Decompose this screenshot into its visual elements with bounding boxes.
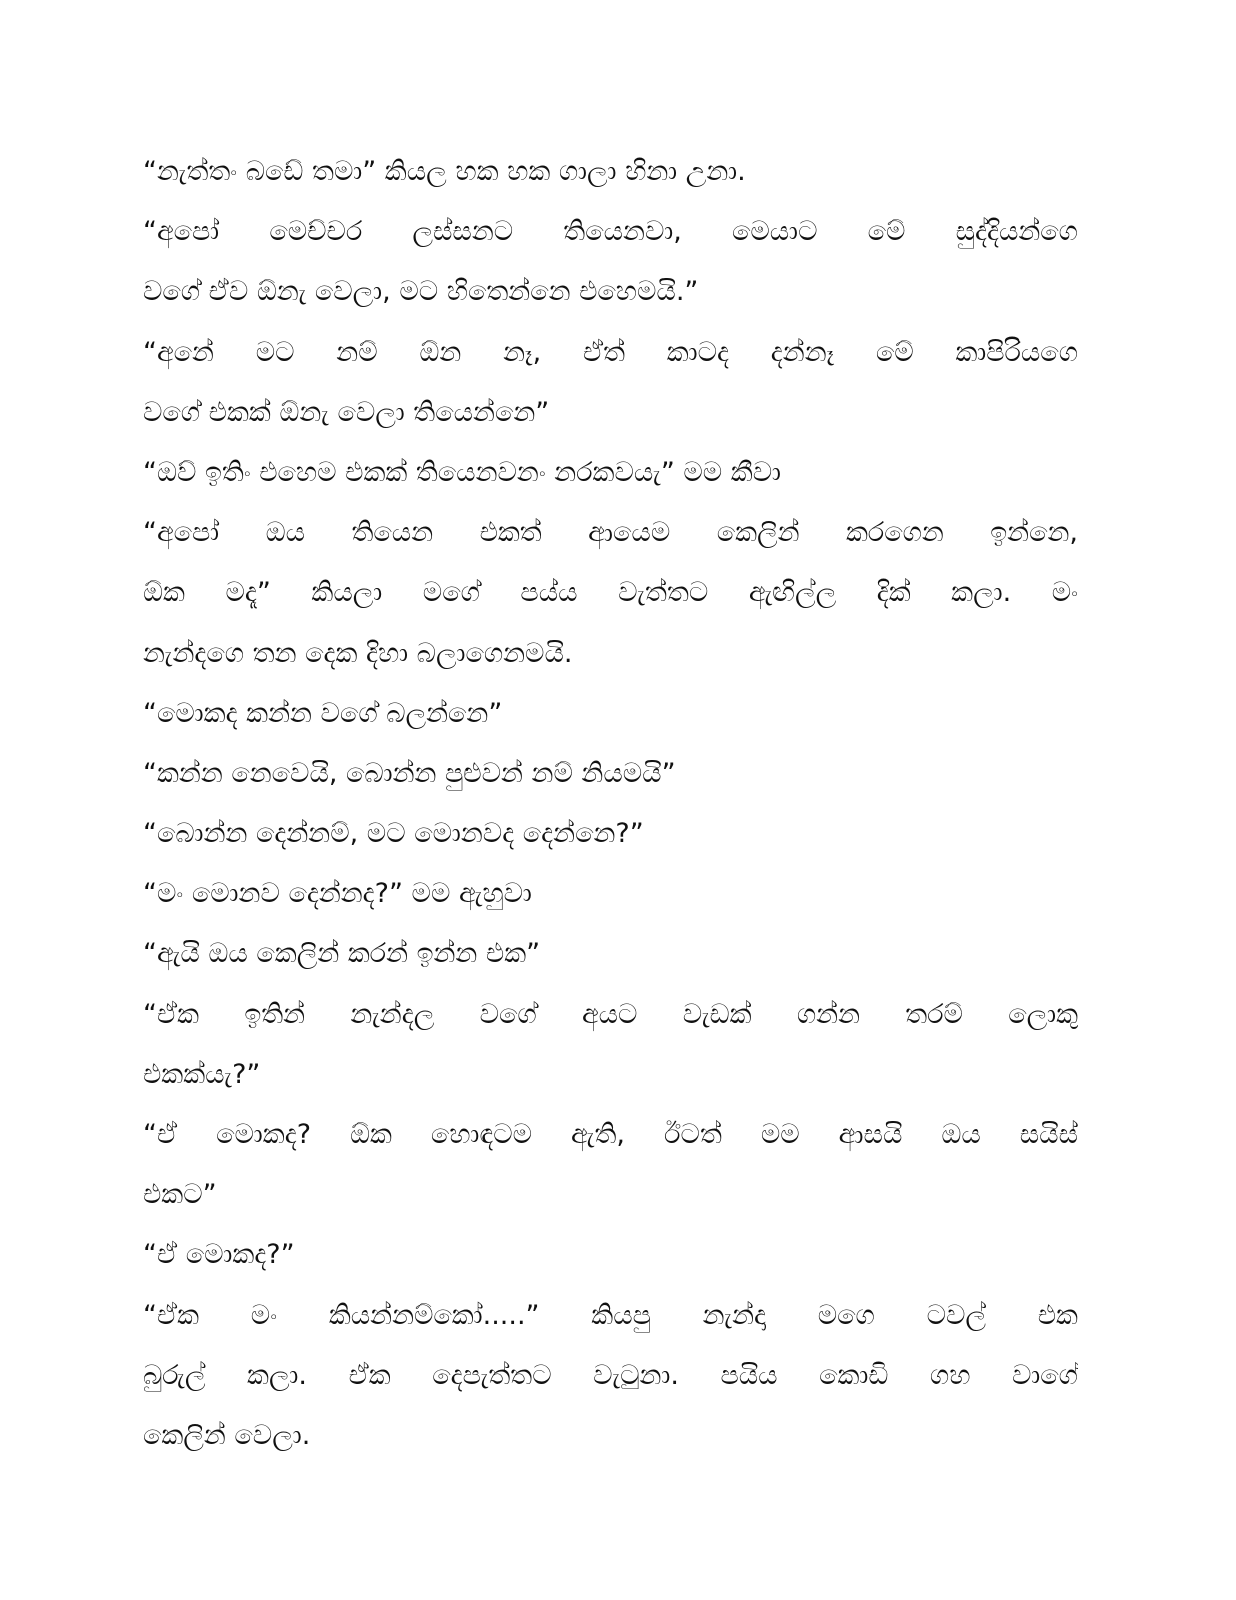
story-text [143, 142, 1078, 1466]
text-line: “මං මොනව දෙන්නද?” මම ඇහුවා [143, 878, 532, 910]
text-line: “අපෝ ඔය තියෙන එකත් ආයෙම කෙලින් කරගෙන ඉන්නෙ, [143, 517, 1078, 549]
text-line: “බොන්න දෙන්නම්, මට මොනවද දෙන්නෙ?” [143, 818, 644, 850]
text-line: “ඒ මොකද?” [143, 1239, 295, 1271]
text-line: “ඔව් ඉතිං එහෙම එකක් තියෙනවනං නරකවයැ” මම කීවා [143, 456, 782, 488]
text-line: “ඒ මොකද? ඕක හොඳටම ඇති, ඊටත් මම ආසයි ඔය සයිස් [143, 1119, 1078, 1150]
text-line: වගේ ඒව ඕනැ වෙලා, මට හිතෙන්නෙ එහෙමයි.” [143, 276, 699, 308]
text-line: කෙලින් වෙලා. [143, 1419, 311, 1451]
text-line: එකට” [143, 1179, 217, 1211]
text-line: “කන්න නෙවෙයි, බොන්න පුළුවන් නම් නියමයි” [143, 757, 676, 789]
text-line: “ඒක ඉතින් නැන්දල වගේ අයට වැඩක් ගන්න තරම් ලොකු [143, 998, 1078, 1030]
text-line: “නැත්තං බඩේ තමා” කියල හක හක ගාලා හිනා උනා. [143, 156, 746, 187]
text-line: ඕක මදෑ” කියලා මගේ පය්ය වැත්තට ඇඟිල්ල දික් කලා. මං [143, 577, 1078, 609]
text-line: “ඒක මං කියන්නම්කෝ.....” කියපු නැන්දා මගෙ ටවල් එක [143, 1299, 1078, 1331]
text-line: “අනේ මට නම් ඕන නෑ, ඒත් කාටද දන්නෑ මේ කාපිරියගෙ [143, 336, 1078, 368]
text-line: “අපෝ මෙච්චර ලස්සනට තියෙනවා, මෙයාට මේ සුද්දියන්ගෙ [143, 216, 1078, 248]
text-line: බුරුල් කලා. ඒක දෙපැත්තට වැටුනා. පයිය කොඩි ගහ වාගේ [143, 1359, 1078, 1391]
text-line: වගේ එකක් ඕනැ වෙලා තියෙන්නෙ” [143, 396, 550, 428]
text-line: නැන්දගෙ තන දෙක දිහා බලාගෙනමයි. [143, 637, 573, 669]
text-line: “මොකද කන්න වගේ බලන්නෙ” [143, 697, 503, 729]
text-line: එකක්යැ?” [143, 1058, 261, 1090]
text-line: “ඇයි ඔය කෙලින් කරන් ඉන්න එක” [143, 938, 541, 970]
